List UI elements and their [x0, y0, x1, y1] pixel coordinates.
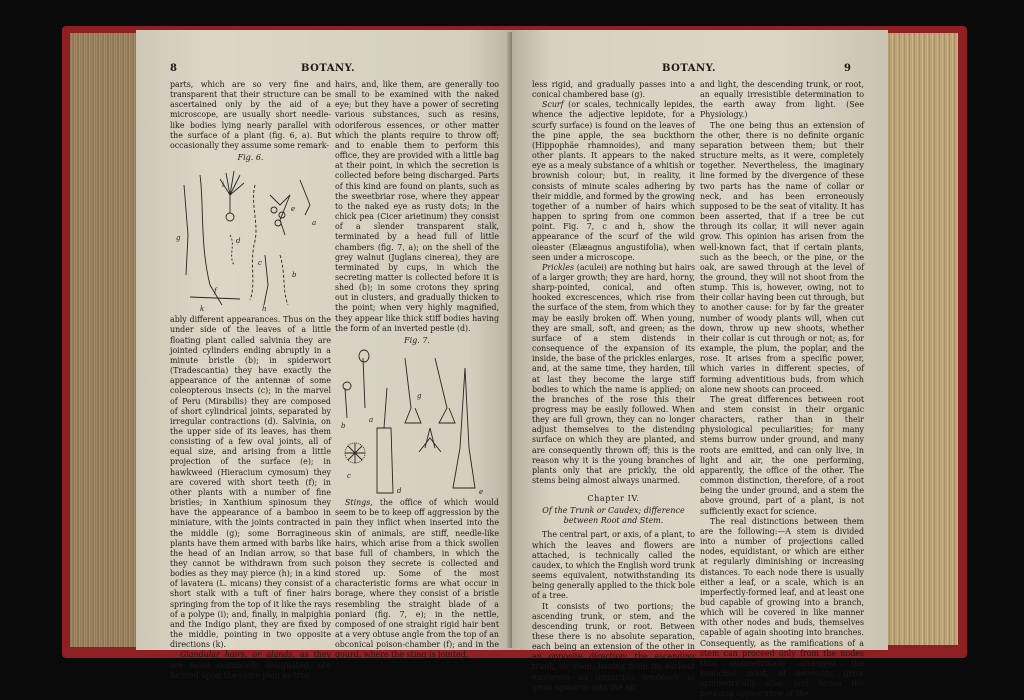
right-page-number: 9 [844, 63, 852, 74]
fig6-hair-c [250, 185, 256, 300]
fig7-sting-d [377, 428, 393, 493]
right-column-1 [532, 80, 695, 692]
chapter-heading: Chapter IV. [587, 494, 640, 504]
fig6-hair-e [270, 195, 290, 235]
fig7-gland-b [343, 382, 351, 418]
fig6-hair-g [184, 185, 188, 275]
caudex-paragraph: The central part, or axis, of a plant, to which the leaves and flowers are attached, is technically called the caudex, to which the English word trunk seems equivalent, notwithstanding its being generally applied to the thick bole of a tree. [532, 530, 695, 601]
fig6-label-d: d [236, 237, 241, 246]
stings-term: Stings, [345, 498, 373, 508]
root-stem-differences-paragraph: The great differences between root and stem consist in their organic characters, rather than in their physiological peculiarities; for many stems burrow under ground, and many roots are emitted, and can only live, in light and air, the one performing, apparently, the office of the other. The common distinction, therefore, of a root being the under ground, and a stem the above ground, part of a plant, is not sufficiently exact for science. [700, 394, 864, 516]
left-page-number: 8 [170, 63, 178, 74]
fig7-label-a: a [369, 416, 374, 425]
page-edges-right [886, 33, 958, 645]
fig6-hair-h [264, 255, 268, 305]
fig7-scurf-d [419, 428, 441, 452]
fig6-illustration [170, 165, 331, 315]
left-col1-bottom-text: ably different appearances. Thus on the under side of the leaves of a little floating plant called salvinia they are jointed cylinders ending abruptly in a minute bristle (b); in spiderwort (Tradescantia) they have exactly the appearance of the antennæ of some coleopterous insects (c); in the marvel of Peru (Mirabilis) they are composed of short cylindrical joints, separated by irregular contractions (d). Salvinia, on the upper side of its leaves, has them consisting of a few oval joints, all of equal size, and arising from a little projection of the surface (e); in hawkweed (Hieracium cymosum) they are covered with short teeth (f); in other plants with a number of fine bristles; in Xanthium spinosum they have the appearance of a bamboo in miniature, with the joints contracted in the middle (g); some Borragineous plants have them armed with barbs like the head of an Indian arrow, so that they cannot be withdrawn from such bodies as they may pierce (h); in a kind of lavatera (L. micans) they consist of a short stalk with a tuft of finer hairs springing from the top of it like the rays of a polype (i); and, finally, in malpighia and the Indigo plant, they are fixed by the middle, pointing in two opposite directions (k). [170, 315, 331, 650]
fig7-label-c: c [347, 472, 351, 481]
fig6-hair-b [280, 255, 288, 305]
left-page [136, 30, 514, 680]
left-column-1 [170, 80, 332, 680]
fig6-label-h: h [262, 305, 267, 314]
fig7-illustration [335, 348, 499, 498]
right-page [512, 30, 888, 699]
fig7-label-d: d [397, 487, 402, 496]
fig6-hair-k [190, 297, 240, 299]
fig7-label-g: g [417, 392, 422, 401]
right-page-header: BOTANY. [662, 63, 716, 74]
fig6-hair-i [220, 171, 244, 213]
fig6-label-g: g [176, 234, 181, 243]
fig6-hair-a2 [300, 180, 310, 215]
fig6-label-c: c [258, 259, 262, 268]
real-distinctions-paragraph: The real distinctions between them are the following:—A stem is divided into a number of projections called nodes, equidistant, or which are either at regularly diminishing or increasing distances. To each node there is usually either a leaf, or a scale, which is an imperfectly-formed leaf, and at least one bud capable of growing into a branch, which will be covered in like manner with other nodes and buds, themselves capable of again shooting into branches. Consequently, as the ramifications of a stem can proceed only from the nodes thus symmetrically arranged, the branches must, of necessity, grow symmetrically also; and hence the pleasing appearance of the [700, 516, 864, 699]
left-col2-top-text: hairs, and, like them, are generally too small to be examined with the naked eye; but they have a power of secreting various substances, such as resins, odoriferous essences, or other matter which the plants require to throw off; and to enable them to perform this office, they are provided with a little bag at their point, in which the secretion is collected before being discharged. Parts of this kind are found on plants, such as the sweetbriar rose, where they appear to the naked eye as rusty dots; in the chick pea (Cicer arietinum) they consist of a slender transparent stalk, terminated by a head full of little chambers (fig. 7, a); on the shell of the grey walnut (Juglans cinerea), they are terminated by cups, in which the secreting matter is collected before it is shed (b); in some crotons they spring out in clusters, and gradually thicken to the point; when very highly magnified, they appear like thick stiff bodies having the form of an inverted pestle (d). [335, 80, 499, 333]
glandular-hairs-text: as they are more commonly designated, are formed upon the same plan as true [170, 650, 332, 680]
left-page-header: BOTANY. [301, 63, 355, 74]
fig6-label-f: f [214, 287, 217, 296]
fig7-gland-h [435, 358, 455, 423]
scurf-term: Scurf [542, 100, 564, 110]
fig7-label-b: b [341, 422, 346, 431]
fig7-caption: Fig. 7. [404, 335, 430, 345]
fig6-label-e: e [291, 205, 296, 214]
prickles-term: Prickles [542, 262, 575, 272]
glandular-hairs-term: Glandular hairs, or glands, [180, 650, 295, 660]
fig6-hair-a [200, 175, 210, 285]
right-column-2 [700, 80, 864, 699]
right-col1-top-text: less rigid, and gradually passes into a conical chambered base (g). [532, 80, 695, 100]
fig7-gland-g [405, 358, 421, 423]
stings-text: the office of which would seem to be to keep off aggression by the pain they inflict when inserted into the skin of animals, are stiff, needle-like hairs, which arise from a thick swollen base full of chambers, in which the poison they secrete is collected and stored up. Some of the most characteristic forms are what occur in borage, where they consist of a bristle resembling the straight blade of a poniard (fig. 7, e); in the nettle, composed of one straight rigid hair bent at a very obtuse angle from the top of an obconical poison-chamber (f); and in the gourd, where the sting is jointed, [335, 498, 499, 660]
fig6-caption: Fig. 6. [237, 153, 264, 163]
fig6-label-i: i [222, 181, 225, 190]
fig6-label-b: b [292, 271, 297, 280]
fig6-hair-d [230, 235, 234, 265]
fig7-label-e: e [479, 488, 484, 497]
page-edges-left [70, 33, 136, 647]
prickles-text: (aculei) are nothing but hairs of a larger growth; they are hard, horny, sharp-pointed, conical, and often hooked excrescences, which rise from the surface of the stem, from which they may be easily broken off. When young, they are small, soft, and green; as the surface of a stem distends in consequence of the expansion of its inside, the base of the prickles enlarges, and, at the same time, they harden, till at last they become the large stiff bodies to which the name is applied; on the branches of the rose this their progress may be easily followed. When they are full grown, they can no longer adjust themselves to the distending surface on which they are planted, and are consequently thrown off; this is the reason why it is the young branches of plants only that are prickly, the old stems being almost always unarmed. [532, 262, 695, 486]
fig6-label-a: a [312, 219, 317, 228]
trunk-portions-paragraph: It consists of two portions; the ascending trunk, or stem, and the descending trunk, or root. Between these there is no absolute separation, each being an extension of the other in an opposite direction; the ascending trunk, or stem, having from its earliest existence an invincible tendency to grow upwards into the air [532, 601, 695, 692]
chapter-title: Of the Trunk or Caudex; difference between Root and Stem. [542, 506, 685, 526]
right-col2-top-text: and light, the descending trunk, or root, an equally irresistible determination to the earth away from light. (See Physiology.) [700, 80, 864, 120]
fig7-gland-a [359, 350, 369, 408]
fig6-label-k: k [200, 305, 205, 314]
scurf-text: (or scales, technically lepides, whence the adjective lepidote, for a scurfy surface) is found on the leaves of the pine apple, the sea buckthorn (Hippophäe rhamnoides), and many other plants. It appears to the naked eye as a mealy substance of a whitish or brownish colour; but, in reality, it consists of minute scales adhering by their middle, and formed by the growing together of a number of hairs which happen to spring from one common point. Fig. 7, c and h, show the appearance of the scurf of the wild oleaster (Elæagnus angustifolia), when seen under a microscope. [532, 100, 695, 262]
left-column-2 [335, 80, 499, 660]
collar-paragraph: The one being thus an extension of the other, there is no definite organic separation between them; but their structure melts, as it were, completely together. Nevertheless, the imaginary line formed by the divergence of these two parts has the name of collar or neck, and has been erroneously supposed to be the seat of vitality. It has been asserted, that if a tree be cut through its collar, it will never again grow. This opinion has arisen from the well-known fact, that if certain plants, such as the beech, or the pine, or the oak, are sawed through at the level of the ground, they will not shoot from the stump. This is, however, owing, not to their collar having been cut through, but to another cause: for by far the greater number of woody plants will, when cut down, throw up new shoots, whether their collar is cut through or not; as, for example, the plum, the poplar, and the rose. It arises from a specific power, which varies in different species, of forming adventitious buds, from which alone new shoots can proceed. [700, 120, 864, 394]
fig7-sting-e [453, 368, 475, 488]
left-col1-top-text: parts, which are so very fine and transparent that their structure can be ascertained only by the aid of a microscope, are usually short needle-like bodies lying nearly parallel with the surface of a plant (fig. 6, a). But occasionally they assume some remark- [170, 80, 331, 150]
